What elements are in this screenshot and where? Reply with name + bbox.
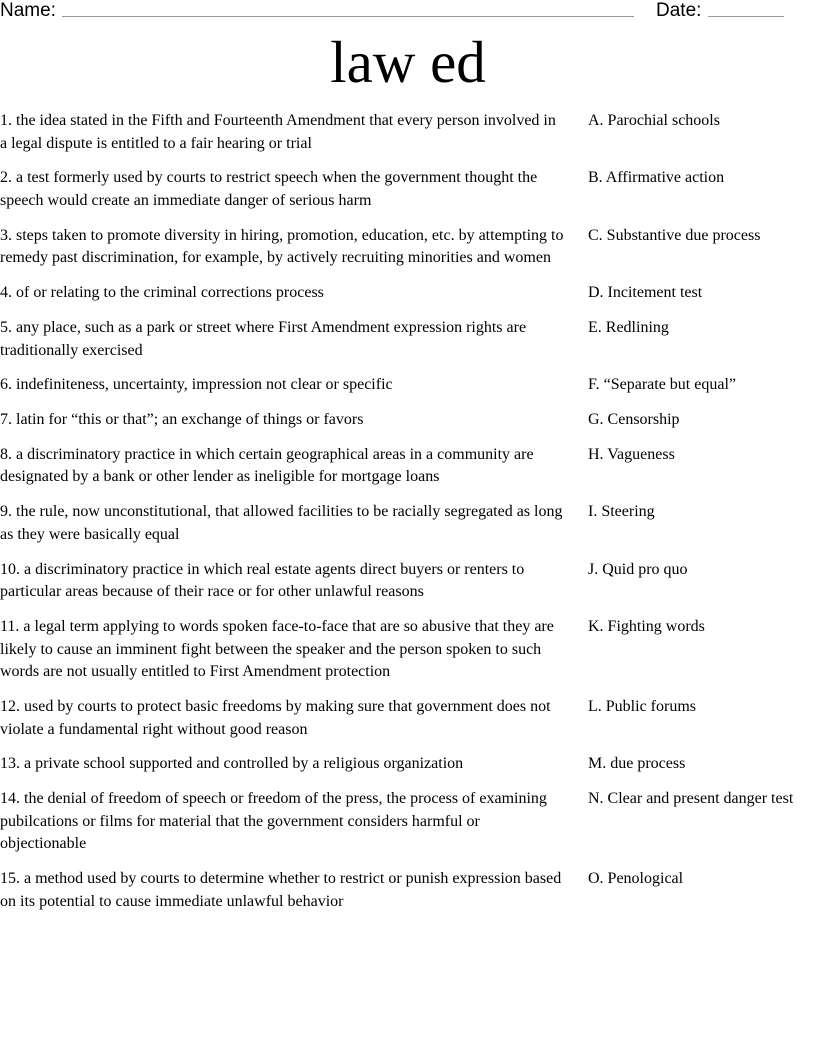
answer-option: C. Substantive due process [588, 226, 761, 244]
matching-row [0, 317, 816, 362]
clue-text: 1. the idea stated in the Fifth and Fourteenth Amendment that every person involved in a legal dispute is entitled to a fair hearing or trial [0, 112, 556, 152]
answer-option: J. Quid pro quo [588, 560, 688, 578]
answer-option: A. Parochial schools [588, 112, 720, 129]
page-title: law ed [330, 29, 486, 95]
clue-text: 11. a legal term applying to words spoken face-to-face that are so abusive that they are likely to cause an imminent fight between the speaker and the person spoken to such words are not usually entitled to First Amendment protection [0, 617, 554, 681]
matching-row [0, 167, 816, 212]
matching-row [0, 409, 816, 432]
clue-text: 5. any place, such as a park or street where First Amendment expression rights are traditionally exercised [0, 318, 527, 359]
answer-option: O. Penological [588, 870, 684, 888]
matching-row [0, 282, 816, 305]
clue-text: 9. the rule, now unconstitutional, that allowed facilities to be racially segregated as long as they were basically equal [0, 503, 563, 543]
matching-row [0, 225, 816, 270]
matching-list [0, 110, 816, 925]
date-field-line[interactable] [708, 16, 784, 17]
clue-text: 8. a discriminatory practice in which certain geographical areas in a community are designated by a bank or other lender as ineligible for mortgage loans [0, 445, 534, 486]
clue-text: 7. latin for “this or that”; an exchange of things or favors [0, 411, 364, 429]
matching-row [0, 696, 816, 741]
clue-text: 10. a discriminatory practice in which real estate agents direct buyers or renters to particular areas because of their race or for other unlawful reasons [0, 560, 525, 601]
clue-text: 13. a private school supported and controlled by a religious organization [0, 755, 464, 773]
matching-row [0, 616, 816, 684]
answer-option: M. due process [588, 755, 686, 773]
clue-text: 15. a method used by courts to determine whether to restrict or punish expression based on its potential to cause immediate unlawful behavior [0, 870, 562, 910]
matching-row [0, 559, 816, 604]
matching-row [0, 753, 816, 776]
answer-option: L. Public forums [588, 697, 696, 715]
matching-row [0, 110, 816, 155]
answer-option: B. Affirmative action [588, 169, 725, 187]
answer-option: I. Steering [588, 503, 655, 521]
clue-text: 2. a test formerly used by courts to restrict speech when the government thought the speech would create an immediate danger of serious harm [0, 169, 538, 209]
matching-row [0, 444, 816, 489]
answer-option: G. Censorship [588, 411, 680, 429]
answer-option: E. Redlining [588, 318, 669, 336]
matching-row [0, 788, 816, 856]
answer-option: N. Clear and present danger test [588, 790, 794, 808]
matching-row [0, 868, 816, 913]
clue-text: 6. indefiniteness, uncertainty, impression not clear or specific [0, 376, 393, 394]
clue-text: 14. the denial of freedom of speech or freedom of the press, the process of examining pubilcations or films for material that the government considers harmful or objectionable [0, 790, 547, 853]
answer-option: F. “Separate but equal” [588, 376, 736, 394]
worksheet-header [0, 0, 816, 24]
clue-text: 4. of or relating to the criminal corrections process [0, 284, 324, 302]
answer-option: K. Fighting words [588, 617, 705, 635]
name-field-line[interactable] [62, 16, 634, 17]
name-label: Name: [0, 0, 56, 21]
matching-row [0, 374, 816, 397]
answer-option: D. Incitement test [588, 284, 703, 302]
clue-text: 12. used by courts to protect basic freedoms by making sure that government does not violate a fundamental right without good reason [0, 697, 551, 738]
clue-text: 3. steps taken to promote diversity in hiring, promotion, education, etc. by attempting to remedy past discrimination, for example, by actively recruiting minorities and women [0, 226, 564, 267]
matching-row [0, 501, 816, 546]
answer-option: H. Vagueness [588, 445, 675, 463]
date-label: Date: [656, 0, 702, 21]
